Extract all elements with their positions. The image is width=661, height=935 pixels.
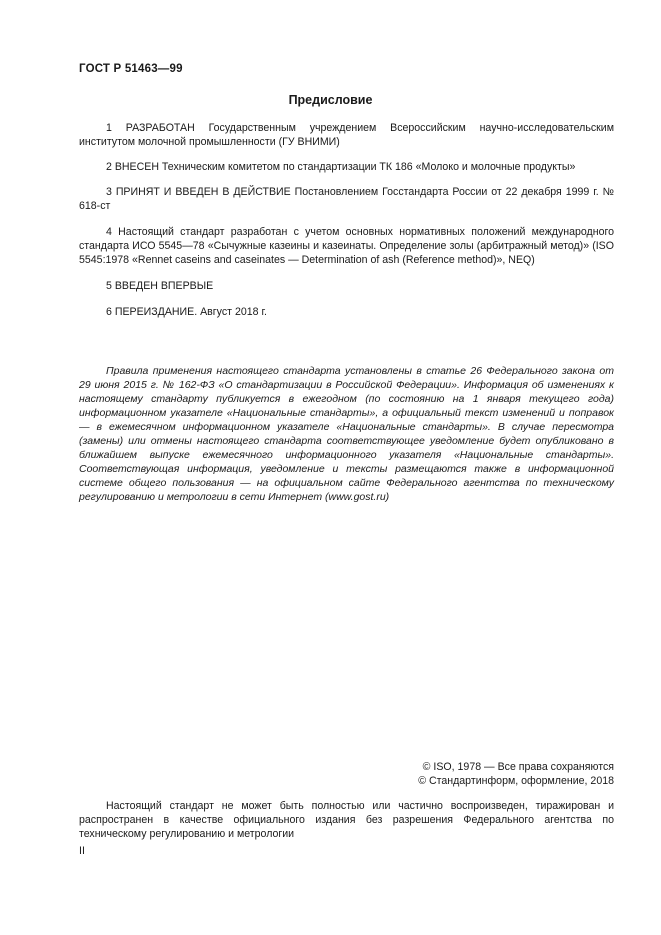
paragraph-developed: 1 РАЗРАБОТАН Государственным учреждением Всероссийским научно-исследовательским институтом молочной промышленности (ГУ ВНИМИ) <box>79 122 614 148</box>
page-number: II <box>79 845 85 857</box>
document-code: ГОСТ Р 51463—99 <box>79 63 183 75</box>
paragraph-first-introduced: 5 ВВЕДЕН ВПЕРВЫЕ <box>106 280 214 292</box>
copyright-standartinform: © Стандартинформ, оформление, 2018 <box>418 775 614 787</box>
application-rules-note: Правила применения настоящего стандарта установлены в статье 26 Федерального закона от 29 июня 2015 г. № 162-ФЗ «О стандартизации в Российской Федерации». Информация об изменениях к настоящему стандарту публикуется в ежегодном (по состоянию на 1 января текущего года) информационном указателе «Национальные стандарты», а официальный текст изменений и поправок — в ежемесячном информационном указателе «Национальные стандарты». В случае пересмотра (замены) или отмены настоящего стандарта соответствующее уведомление будет опубликовано в ближайшем выпуске ежемесячного информационного указателя «Национальные стандарты». Соответствующая информация, уведомление и тексты размещаются также в информационной системе общего пользования — на официальном сайте Федерального агентства по техническому регулированию и метрологии в сети Интернет (www.gost.ru) <box>79 365 614 503</box>
paragraph-republication: 6 ПЕРЕИЗДАНИЕ. Август 2018 г. <box>106 306 267 318</box>
paragraph-introduced: 2 ВНЕСЕН Техническим комитетом по стандартизации ТК 186 «Молоко и молочные продукты» <box>106 161 576 173</box>
copyright-iso: © ISO, 1978 — Все права сохраняются <box>422 761 614 773</box>
reproduction-notice: Настоящий стандарт не может быть полностью или частично воспроизведен, тиражирован и распространен в качестве официального издания без разрешения Федерального агентства по техническому регулированию и метрологии <box>79 800 614 840</box>
paragraph-developed-basis: 4 Настоящий стандарт разработан с учетом основных нормативных положений международного стандарта ИСО 5545—78 «Сычужные казеины и казеинаты. Определение золы (арбитражный метод)» (ISO 5545:1978 «Rennet caseins and caseinates — Determination of ash (Reference method)», NEQ) <box>79 226 614 266</box>
paragraph-adopted: 3 ПРИНЯТ И ВВЕДЕН В ДЕЙСТВИЕ Постановлением Госстандарта России от 22 декабря 1999 г. № 618-ст <box>79 186 614 212</box>
page-title: Предисловие <box>288 93 373 107</box>
